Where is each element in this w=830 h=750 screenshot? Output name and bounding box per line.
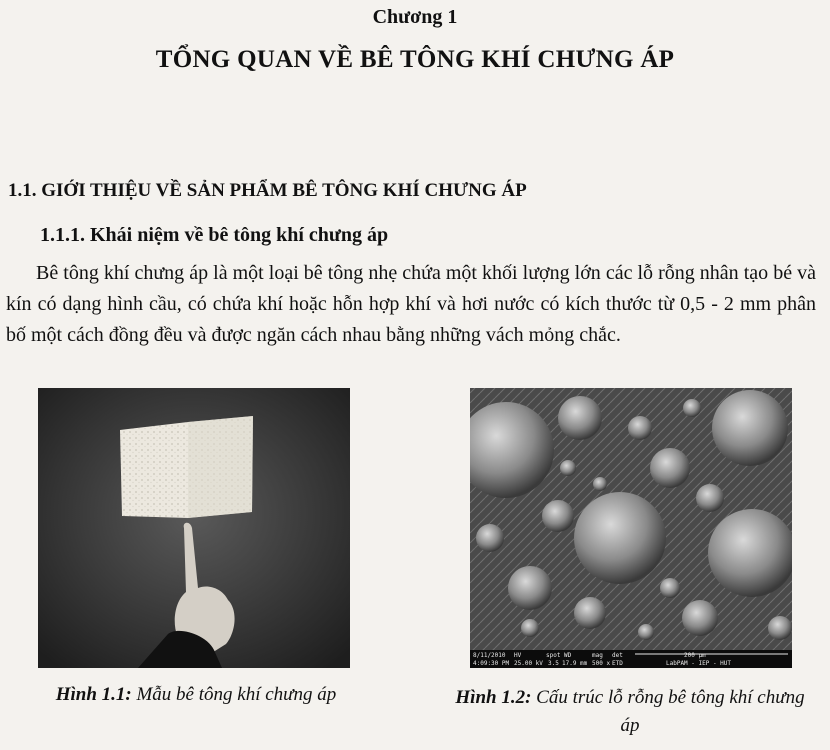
figure-1-photo <box>38 388 350 668</box>
sem-det: ETD <box>612 660 623 667</box>
body-paragraph: Bê tông khí chưng áp là một loại bê tông nhẹ chứa một khối lượng lớn các lỗ rỗng nhân tạo bé và kín có dạng hình cầu, có chứa khí hoặc hỗn hợp khí và hơi nước có kích thước từ 0,5 - 2 mm phân bố một cách đồng đều và được ngăn cách nhau bằng những vách mỏng chắc. <box>6 262 816 346</box>
sem-time: 4:09:30 PM <box>473 660 510 667</box>
figure-1-caption <box>16 684 376 706</box>
sem-hv-header: HV <box>514 652 522 659</box>
sem-date: 8/11/2010 <box>473 652 506 659</box>
sem-wd: 17.9 mm <box>562 660 588 667</box>
sem-spot: 3.5 <box>548 660 559 667</box>
sem-hv: 25.00 kV <box>514 660 543 667</box>
figure-2-label: Hình 1.2: <box>455 687 532 708</box>
sem-mag: 500 x <box>592 660 611 667</box>
figure-1-caption-text: Mẫu bê tông khí chưng áp <box>136 684 337 705</box>
figure-2-sem-image <box>470 388 792 668</box>
sem-scale: 200 µm <box>684 652 706 659</box>
chapter-title: TỔNG QUAN VỀ BÊ TÔNG KHÍ CHƯNG ÁP <box>155 46 675 73</box>
figure-2-caption-text: Cấu trúc lỗ rỗng bê tông khí chưng áp <box>536 687 805 736</box>
figure-1-label: Hình 1.1: <box>55 684 132 705</box>
subsection-heading: 1.1.1. Khái niệm về bê tông khí chưng áp <box>40 224 389 246</box>
figure-2-caption <box>455 684 805 740</box>
sem-det-header: det <box>612 652 623 659</box>
section-heading: 1.1. GIỚI THIỆU VỀ SẢN PHẨM BÊ TÔNG KHÍ CHƯNG ÁP <box>8 180 527 201</box>
chapter-number: Chương 1 <box>372 6 458 28</box>
sem-wd-header: WD <box>564 652 572 659</box>
sem-spot-header: spot <box>546 652 561 659</box>
sem-lab: LabPAM - IEP - HUT <box>666 660 732 667</box>
aac-block-shape <box>120 416 253 518</box>
sem-mag-header: mag <box>592 652 603 659</box>
